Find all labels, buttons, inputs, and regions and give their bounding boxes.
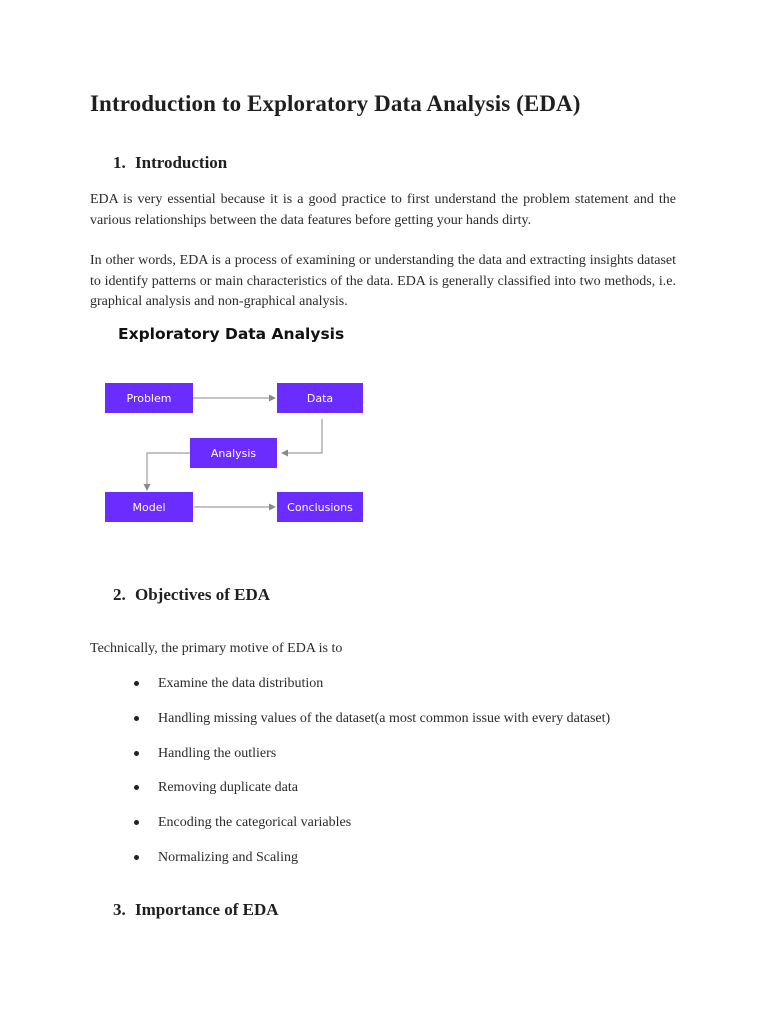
- section-number: 3.: [113, 900, 126, 919]
- node-analysis: Analysis: [190, 438, 277, 468]
- bullet-icon: [134, 820, 139, 825]
- bullet-icon: [134, 751, 139, 756]
- section-title: Objectives of EDA: [135, 585, 271, 604]
- list-item-text: Examine the data distribution: [158, 676, 324, 691]
- section-heading-objectives: [113, 585, 270, 605]
- list-item-text: Encoding the categorical variables: [158, 815, 352, 831]
- list-item-text: Handling the outliers: [158, 745, 277, 761]
- section-title: Importance of EDA: [135, 900, 279, 919]
- bullet-icon: [134, 716, 139, 721]
- node-data: Data: [277, 383, 363, 413]
- node-conclusions: Conclusions: [277, 492, 363, 522]
- arrow-data-to-analysis: [282, 419, 322, 453]
- node-problem: Problem: [105, 383, 193, 413]
- list-item: [134, 848, 610, 883]
- intro-paragraph-2: In other words, EDA is a process of examining or understanding the data and extracting insights dataset to identify patterns or main characteristics of the data. EDA is generally classified into two methods, i.e. graphical analysis and non-graphical analysis.: [90, 253, 676, 309]
- intro-paragraph-1: EDA is very essential because it is a good practice to first understand the problem statement and the various relationships between the data features before getting your hands dirty.: [90, 192, 676, 228]
- bullet-icon: [134, 855, 139, 860]
- bullet-icon: [134, 681, 139, 686]
- section-number: 1.: [113, 153, 126, 172]
- section-title: Introduction: [135, 153, 228, 172]
- list-item-text: Handling missing values of the dataset(a most common issue with every dataset): [158, 710, 611, 726]
- section-heading-introduction: [113, 153, 227, 173]
- list-item: [134, 709, 610, 744]
- section-heading-importance: [113, 900, 279, 920]
- list-item-text: Removing duplicate data: [158, 780, 298, 796]
- node-model: Model: [105, 492, 193, 522]
- bullet-icon: [134, 785, 139, 790]
- objectives-lead: Technically, the primary motive of EDA is to: [90, 641, 343, 656]
- section-number: 2.: [113, 585, 126, 604]
- diagram-title: Exploratory Data Analysis: [118, 325, 345, 343]
- list-item: [134, 813, 610, 848]
- list-item: [134, 778, 610, 813]
- list-item: [134, 674, 610, 709]
- document-title: Introduction to Exploratory Data Analysis (EDA): [90, 91, 581, 116]
- objectives-list: [134, 674, 610, 883]
- eda-flow-diagram: [93, 316, 385, 531]
- list-item: [134, 744, 610, 779]
- list-item-text: Normalizing and Scaling: [158, 849, 298, 865]
- arrow-analysis-to-model: [147, 453, 190, 490]
